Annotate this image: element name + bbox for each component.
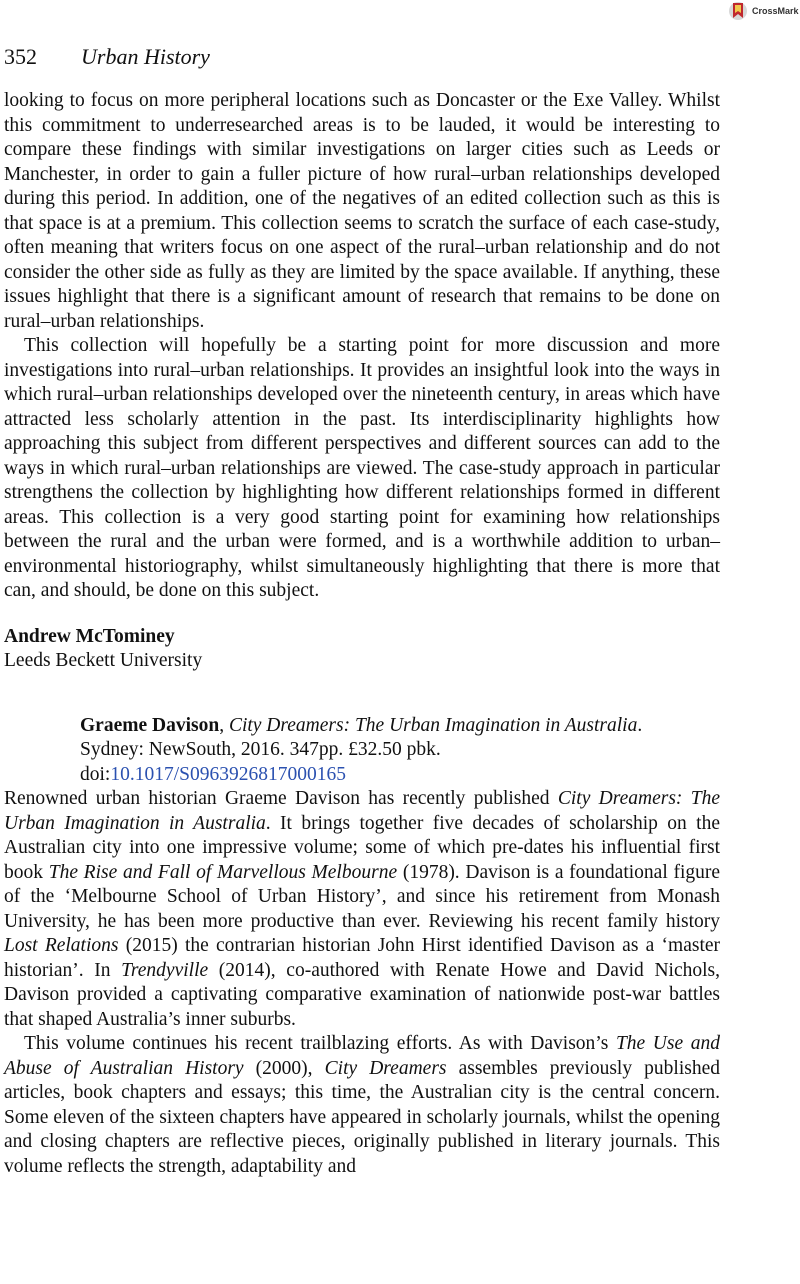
review2-paragraph-1: [4, 787, 720, 1032]
italic-title: The Rise and Fall of Marvellous Melbourne: [48, 861, 398, 883]
text-run: (2000),: [243, 1057, 325, 1079]
crossmark-label: CrossMark: [752, 6, 799, 16]
review1-paragraph-2: This collection will hopefully be a starting point for more discussion and more investigations into rural–urban relationships. It provides an insightful look into the ways in which rural–urban relationships developed over the nineteenth century, in areas which have attracted less scholarly attention in the past. Its interdisciplinarity highlights how approaching this subject from different perspectives and different sources can add to the ways in which rural–urban relationships are viewed. The case-study approach in particular strengthens the collection by highlighting how different relationships formed in different areas. This collection is a very good starting point for examining how relationships between the rural and the urban were formed, and is a worthwhile addition to urban–environmental historiography, whilst simultaneously highlighting that there is more that can, and should, be done on this subject.: [4, 335, 720, 601]
text-run: (2014), co-authored with Renate Howe and David Nichols, Davison provided a captivating comparative examination of nationwide post-war battles that shaped Australia’s inner suburbs.: [4, 959, 720, 1030]
italic-title: Trendyville: [121, 959, 209, 981]
crossmark-badge[interactable]: [728, 0, 800, 22]
italic-title: City Dreamers: The Urban Imagination in Australia: [4, 788, 720, 834]
book-author: Graeme Davison: [80, 714, 220, 736]
reviewer-signature: [4, 625, 720, 674]
page-number: 352: [4, 44, 37, 69]
reviewer-affiliation: Leeds Beckett University: [4, 650, 203, 671]
italic-title: The Use and Abuse of Australian History: [4, 1033, 720, 1079]
text-run: (2015) the contrarian historian John Hirst identified Davison as a ‘master historian’. In: [4, 935, 721, 981]
doi-link[interactable]: 10.1017/S0963926817000165: [110, 763, 346, 785]
text-run: This volume continues his recent trailblazing efforts. As with Davison’s: [24, 1033, 616, 1054]
text-run: assembles previously published articles, book chapters and essays; this time, the Australian city is the central concern. Some eleven of the sixteen chapters have appeared in scholarly journals, whilst the opening and closing chapters are reflective pieces, originally published in literary journals. This volume reflects the strength, adaptability and: [4, 1057, 720, 1177]
reviewer-name: Andrew McTominey: [4, 625, 175, 647]
citation-separator: ,: [219, 714, 229, 736]
text-run: (1978). Davison is a foundational figure of the ‘Melbourne School of Urban History’, and since his retirement from Monash University, he has been more productive than ever. Reviewing his recent family history: [4, 861, 721, 932]
text-run: Renowned urban historian Graeme Davison has recently published: [4, 788, 558, 809]
journal-title: Urban History: [81, 44, 210, 69]
doi-prefix: doi:: [80, 763, 111, 785]
running-header: [4, 44, 210, 70]
review2-paragraph-2: [4, 1032, 720, 1179]
book-publication: Sydney: NewSouth, 2016. 347pp. £32.50 pbk.: [80, 739, 441, 760]
crossmark-icon: [728, 0, 748, 22]
book-citation: [80, 714, 720, 788]
italic-title: Lost Relations: [4, 935, 119, 956]
citation-period: .: [637, 714, 643, 736]
book-title: City Dreamers: The Urban Imagination in Australia: [228, 714, 638, 736]
italic-title: City Dreamers: [324, 1057, 447, 1079]
text-run: . It brings together five decades of scholarship on the Australian city into one impressive volume; some of which pre-dates his influential first book: [4, 812, 720, 883]
article-body: [4, 89, 720, 1179]
review1-paragraph-1: looking to focus on more peripheral locations such as Doncaster or the Exe Valley. Whilst this commitment to underresearched areas is to be lauded, it would be interesting to compare these findings with similar investigations on larger cities such as Leeds or Manchester, in order to gain a fuller picture of how rural–urban relationships developed during this period. In addition, one of the negatives of an edited collection such as this is that space is at a premium. This collection seems to scratch the surface of each case-study, often meaning that writers focus on one aspect of the rural–urban relationship and do not consider the other side as fully as they are limited by the space available. If anything, these issues highlight that there is a significant amount of research that remains to be done on rural–urban relationships.: [4, 90, 720, 332]
